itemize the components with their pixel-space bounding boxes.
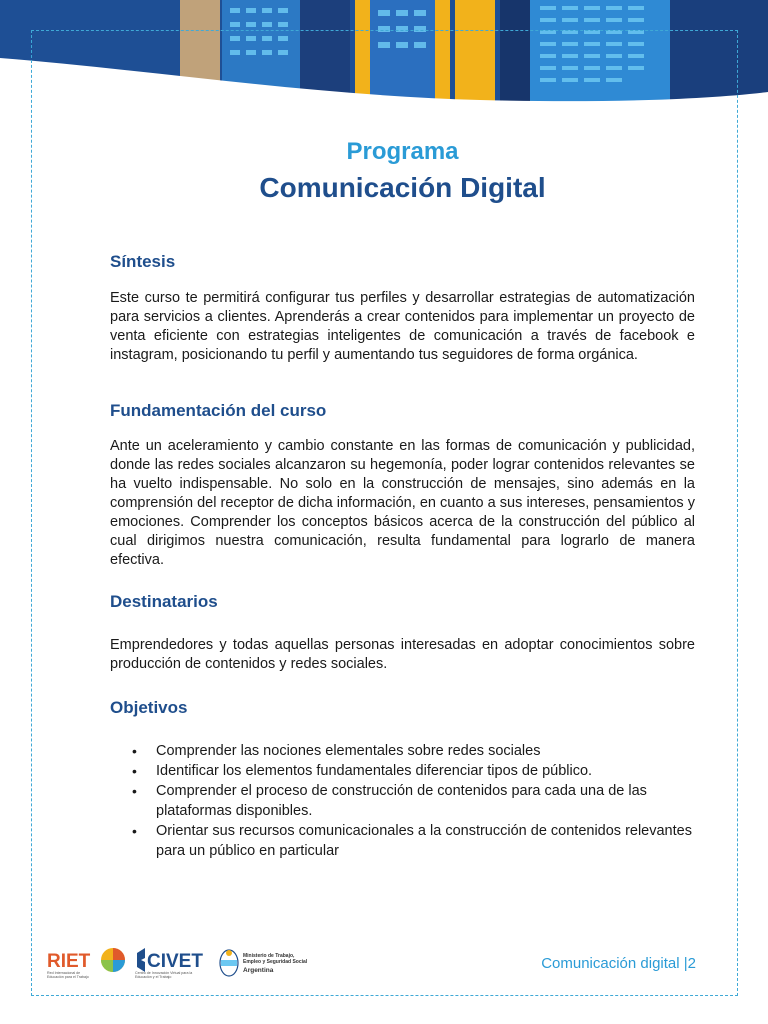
footer-logos bbox=[45, 943, 345, 983]
ministerio-logo bbox=[220, 950, 308, 976]
heading-destinatarios: Destinatarios bbox=[110, 592, 218, 611]
svg-text:Red Internacional de E: Red Internacional de Educación para el Trabajo bbox=[47, 971, 89, 979]
svg-text:Centro de Innovación Virtual p: Centro de Innovación Virtual para la Educación y el Trabajo bbox=[135, 971, 193, 979]
page-number-label: Comunicación digital |2 bbox=[541, 955, 696, 972]
list-item bbox=[110, 761, 695, 781]
heading-sintesis: Síntesis bbox=[110, 252, 176, 271]
paragraph-destinatarios: Emprendedores y todas aquellas personas interesadas en adoptar conocimientos sobre producción de contenidos y redes sociales. bbox=[110, 637, 695, 672]
list-item-text: Orientar sus recursos comunicacionales a la construcción de contenidos relevantes para un público en particular bbox=[156, 823, 692, 859]
bullet-icon: • bbox=[132, 823, 137, 839]
page-kicker: Programa bbox=[346, 138, 459, 165]
heading-objetivos: Objetivos bbox=[110, 698, 188, 717]
paragraph-sintesis: Este curso te permitirá configurar tus perfiles y desarrollar estrategias de automatización para servicios a clientes. Aprenderás a crear contenidos para implementar un proyecto de venta eficiente con estrategias inteligentes de comunicación a través de facebook e instagram, posicionando tu perfil y aumentando tus seguidores de forma orgánica. bbox=[110, 290, 695, 363]
svg-text:RIET: RIET bbox=[47, 951, 91, 972]
list-item bbox=[110, 741, 695, 761]
list-item-text: Comprender el proceso de construcción de contenidos para cada una de las plataformas disponibles. bbox=[156, 783, 647, 819]
svg-text:Ministerio de Trabajo,: Ministerio de Trabajo, Empleo y Seguridad Social bbox=[243, 953, 308, 965]
bullet-icon: • bbox=[132, 763, 137, 779]
list-item bbox=[110, 781, 695, 821]
svg-text:Argentina: Argentina bbox=[243, 967, 274, 974]
heading-fundamentacion: Fundamentación del curso bbox=[110, 401, 327, 420]
list-item-text: Comprender las nociones elementales sobre redes sociales bbox=[156, 743, 541, 759]
page-title: Comunicación Digital bbox=[259, 172, 546, 203]
list-item bbox=[110, 821, 695, 861]
objectives-list bbox=[110, 741, 695, 861]
bullet-icon: • bbox=[132, 783, 137, 799]
bullet-icon: • bbox=[132, 743, 137, 759]
civet-logo bbox=[135, 948, 203, 979]
riet-logo bbox=[47, 948, 125, 979]
svg-text:CIVET: CIVET bbox=[147, 951, 203, 972]
list-item-text: Identificar los elementos fundamentales diferenciar tipos de público. bbox=[156, 763, 593, 779]
paragraph-fundamentacion: Ante un aceleramiento y cambio constante en las formas de comunicación y publicidad, donde las redes sociales alcanzaron su hegemonía, poder lograr contenidos relevantes se ha vuelto indispensable. No solo en la construcción de mensajes, sino además en la comprensión del receptor de dicha información, en cuanto a sus intereses, pensamientos y emociones. Comprender los conceptos básicos acerca de la construcción del público al cual dirigimos nuestra comunicación, resulta fundamental para lograrlo de manera efectiva. bbox=[110, 438, 695, 568]
